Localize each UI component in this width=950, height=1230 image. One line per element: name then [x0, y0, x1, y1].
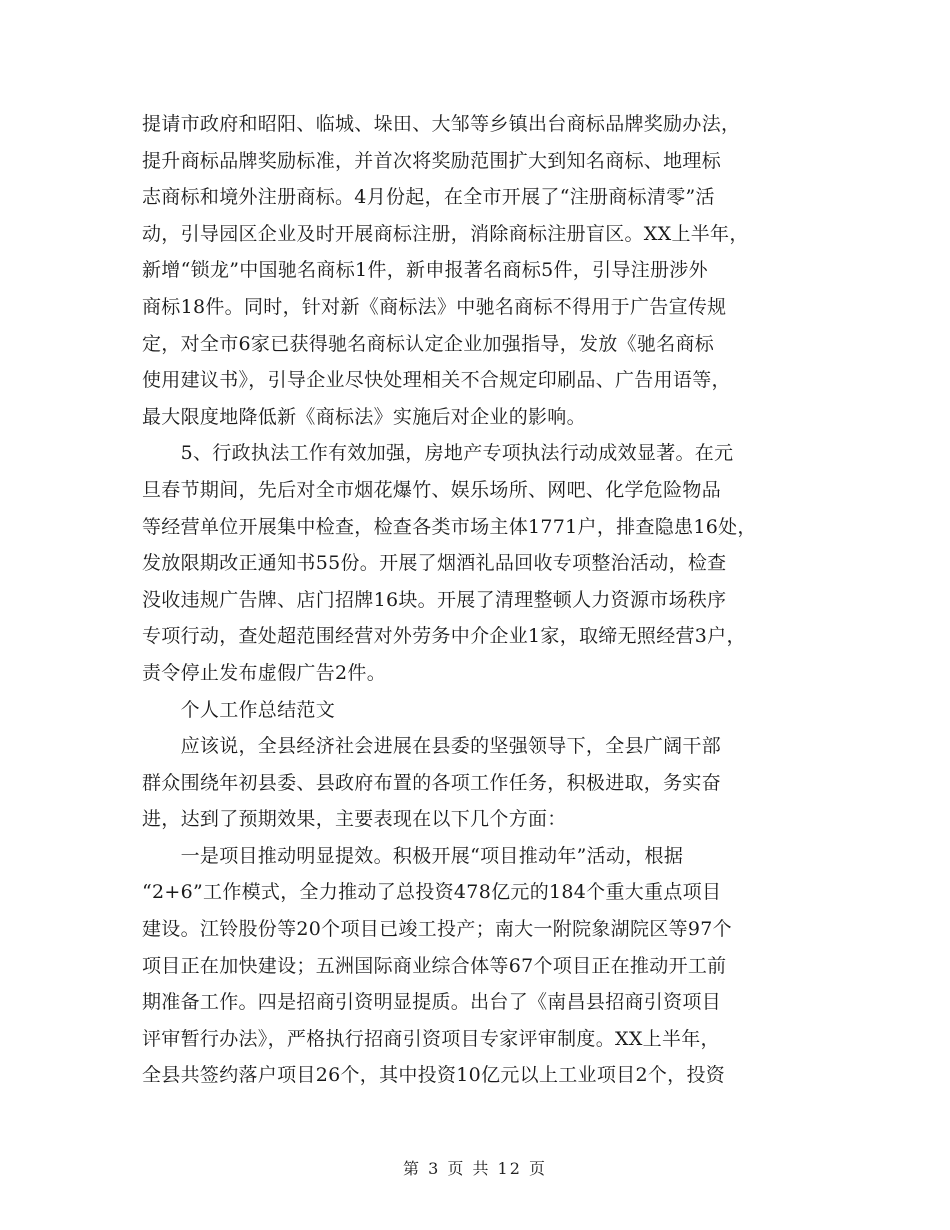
text-line: “2+6”工作模式，全力推动了总投资478亿元的184个重大重点项目 [142, 881, 722, 904]
text-line: 没收违规广告牌、店门招牌16块。开展了清理整顿人力资源市场秩序 [142, 588, 727, 611]
text-line: 建设。江铃股份等20个项目已竣工投产；南大一附院象湖院区等97个 [142, 918, 732, 941]
text-line: 商标18件。同时，针对新《商标法》中驰名商标不得用于广告宣传规 [142, 295, 727, 318]
text-line: 志商标和境外注册商标。4月份起，在全市开展了“注册商标清零”活 [142, 186, 715, 209]
text-line: 提请市政府和昭阳、临城、垛田、大邹等乡镇出台商标品牌奖励办法， [142, 113, 741, 135]
text-line: 动，引导园区企业及时开展商标注册，消除商标注册盲区。XX上半年， [142, 222, 749, 245]
text-line: 应该说，全县经济社会进展在县委的坚强领导下，全县广阔干部 [142, 735, 722, 758]
text-line: 一是项目推动明显提效。积极开展“项目推动年”活动，根据 [142, 844, 684, 867]
text-line: 提升商标品牌奖励标准，并首次将奖励范围扩大到知名商标、地理标 [142, 149, 722, 172]
text-line: 专项行动，查处超范围经营对外劳务中介企业1家，取缔无照经营3户， [142, 625, 746, 648]
text-line: 期准备工作。四是招商引资明显提质。出台了《南昌县招商引资项目 [142, 991, 722, 1014]
text-line: 5、行政执法工作有效加强，房地产专项执法行动成效显著。在元 [142, 442, 734, 465]
text-line: 责令停止发布虚假广告2件。 [142, 661, 386, 684]
text-line: 新增“锁龙”中国驰名商标1件，新申报著名商标5件，引导注册涉外 [142, 259, 708, 282]
text-line: 等经营单位开展集中检查，检查各类市场主体1771户，排查隐患16处， [142, 515, 757, 538]
text-line: 全县共签约落户项目26个，其中投资10亿元以上工业项目2个，投资 [142, 1064, 726, 1087]
text-line: 使用建议书》，引导企业尽快处理相关不合规定印刷品、广告用语等， [142, 369, 731, 392]
text-line: 进，达到了预期效果，主要表现在以下几个方面： [142, 808, 567, 831]
text-line: 项目正在加快建设；五洲国际商业综合体等67个项目正在推动开工前 [142, 954, 727, 977]
text-line: 评审暂行办法》，严格执行招商引资项目专家评审制度。XX上半年， [142, 1027, 720, 1050]
text-line: 群众围绕年初县委、县政府布置的各项工作任务，积极进取，务实奋 [142, 771, 722, 794]
text-line: 旦春节期间，先后对全市烟花爆竹、娱乐场所、网吧、化学危险物品 [142, 478, 722, 501]
section-heading: 个人工作总结范文 [142, 698, 336, 721]
body-text [142, 106, 822, 1094]
text-line: 定，对全市6家已获得驰名商标认定企业加强指导，发放《驰名商标 [142, 332, 715, 355]
page-number-footer: 第 3 页 共 12 页 [403, 1159, 547, 1178]
text-line: 发放限期改正通知书55份。开展了烟酒礼品回收专项整治活动，检查 [142, 552, 727, 575]
text-line: 最大限度地降低新《商标法》实施后对企业的影响。 [142, 405, 586, 428]
